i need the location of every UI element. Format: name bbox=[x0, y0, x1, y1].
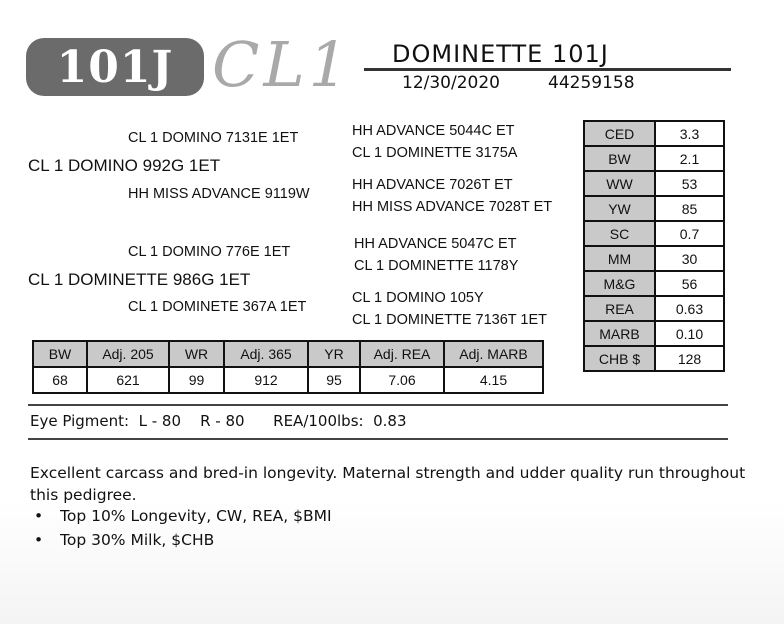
pedigree-sire: CL 1 DOMINO 992G 1ET bbox=[28, 156, 221, 175]
pedigree-sire-dam: HH MISS ADVANCE 9119W bbox=[128, 186, 310, 202]
epd-value: 0.7 bbox=[655, 221, 724, 246]
epd-label: M&G bbox=[584, 271, 655, 296]
pedigree-dam-sire-dam: CL 1 DOMINETTE 1178Y bbox=[354, 258, 519, 274]
rea-per-100-label: REA/100lbs: bbox=[273, 412, 364, 430]
pedigree-dam-sire: CL 1 DOMINO 776E 1ET bbox=[128, 244, 291, 260]
performance-value: 912 bbox=[224, 367, 308, 393]
epd-row bbox=[584, 296, 724, 321]
pedigree-dam-dam-dam: CL 1 DOMINETTE 7136T 1ET bbox=[352, 312, 548, 328]
epd-label: MARB bbox=[584, 321, 655, 346]
bullet-marker: • bbox=[34, 507, 44, 525]
epd-row bbox=[584, 121, 724, 146]
pedigree-sire-sire-dam: CL 1 DOMINETTE 3175A bbox=[352, 145, 518, 161]
performance-value: 621 bbox=[87, 367, 169, 393]
eye-pigment-right: R - 80 bbox=[200, 412, 245, 430]
performance-value: 68 bbox=[33, 367, 87, 393]
performance-table bbox=[32, 340, 544, 394]
eye-pigment-left: L - 80 bbox=[138, 412, 181, 430]
pedigree-dam-sire-sire: HH ADVANCE 5047C ET bbox=[354, 236, 517, 252]
performance-header: Adj. MARB bbox=[444, 341, 543, 367]
performance-value: 99 bbox=[169, 367, 224, 393]
registration-number: 44259158 bbox=[548, 73, 635, 93]
pedigree-sire-dam-dam: HH MISS ADVANCE 7028T ET bbox=[352, 199, 553, 215]
epd-row bbox=[584, 346, 724, 371]
performance-value: 7.06 bbox=[360, 367, 444, 393]
performance-value: 95 bbox=[308, 367, 360, 393]
epd-row bbox=[584, 171, 724, 196]
epd-value: 56 bbox=[655, 271, 724, 296]
epd-row bbox=[584, 221, 724, 246]
epd-label: REA bbox=[584, 296, 655, 321]
pedigree-sire-sire-sire: HH ADVANCE 5044C ET bbox=[352, 123, 515, 139]
epd-value: 53 bbox=[655, 171, 724, 196]
animal-name: DOMINETTE 101J bbox=[392, 40, 609, 68]
epd-value: 128 bbox=[655, 346, 724, 371]
description: Excellent carcass and bred-in longevity. Maternal strength and udder quality run throughout this pedigree. bbox=[30, 464, 746, 504]
performance-value: 4.15 bbox=[444, 367, 543, 393]
eye-pigment-label: Eye Pigment: bbox=[30, 412, 130, 430]
lot-badge bbox=[26, 38, 204, 96]
performance-header: Adj. 205 bbox=[87, 341, 169, 367]
bullet-item bbox=[34, 507, 332, 525]
divider-bottom bbox=[28, 438, 728, 440]
epd-row bbox=[584, 246, 724, 271]
bullet-text: Top 10% Longevity, CW, REA, $BMI bbox=[60, 507, 332, 525]
epd-row bbox=[584, 271, 724, 296]
lot-number: 101J bbox=[56, 41, 174, 93]
title-underline bbox=[364, 68, 731, 71]
divider-top bbox=[28, 404, 728, 406]
epd-label: MM bbox=[584, 246, 655, 271]
bullet-marker: • bbox=[34, 531, 44, 549]
epd-label: CHB $ bbox=[584, 346, 655, 371]
epd-value: 2.1 bbox=[655, 146, 724, 171]
epd-value: 3.3 bbox=[655, 121, 724, 146]
bullet-text: Top 30% Milk, $CHB bbox=[60, 531, 215, 549]
epd-label: SC bbox=[584, 221, 655, 246]
epd-label: YW bbox=[584, 196, 655, 221]
performance-header: Adj. 365 bbox=[224, 341, 308, 367]
brand-logo: CL1 bbox=[212, 28, 353, 101]
pedigree-sire-sire: CL 1 DOMINO 7131E 1ET bbox=[128, 130, 299, 146]
pedigree-dam-dam-sire: CL 1 DOMINO 105Y bbox=[352, 290, 484, 306]
pedigree-dam-dam: CL 1 DOMINETE 367A 1ET bbox=[128, 299, 307, 315]
epd-label: WW bbox=[584, 171, 655, 196]
performance-header-row bbox=[33, 341, 543, 367]
performance-header: YR bbox=[308, 341, 360, 367]
epd-value: 30 bbox=[655, 246, 724, 271]
performance-header: BW bbox=[33, 341, 87, 367]
epd-row bbox=[584, 321, 724, 346]
epd-table bbox=[583, 120, 725, 372]
epd-label: CED bbox=[584, 121, 655, 146]
birth-date: 12/30/2020 bbox=[402, 73, 500, 93]
epd-label: BW bbox=[584, 146, 655, 171]
performance-value-row bbox=[33, 367, 543, 393]
epd-row bbox=[584, 146, 724, 171]
epd-value: 85 bbox=[655, 196, 724, 221]
pedigree-sire-dam-sire: HH ADVANCE 7026T ET bbox=[352, 177, 513, 193]
performance-header: WR bbox=[169, 341, 224, 367]
eye-pigment-line bbox=[30, 412, 407, 430]
bullet-item bbox=[34, 531, 214, 549]
rea-per-100-value: 0.83 bbox=[373, 412, 407, 430]
epd-value: 0.10 bbox=[655, 321, 724, 346]
epd-row bbox=[584, 196, 724, 221]
performance-header: Adj. REA bbox=[360, 341, 444, 367]
epd-value: 0.63 bbox=[655, 296, 724, 321]
pedigree-dam: CL 1 DOMINETTE 986G 1ET bbox=[28, 270, 251, 289]
